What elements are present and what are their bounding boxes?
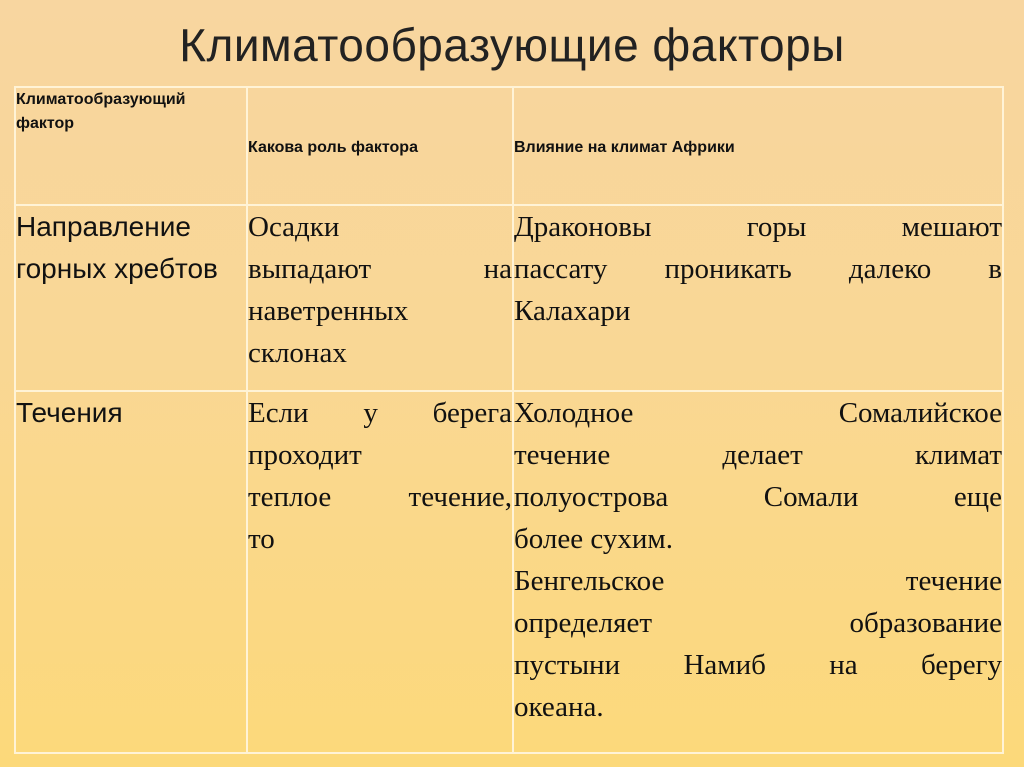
table-row bbox=[15, 205, 1003, 391]
role-cell bbox=[247, 391, 513, 753]
role-line: выпадают на bbox=[248, 253, 512, 285]
influence-line: определяет образование bbox=[514, 607, 1002, 639]
role-line: Осадки bbox=[248, 211, 340, 243]
role-cell bbox=[247, 205, 513, 391]
header-influence: Влияние на климат Африки bbox=[513, 87, 1003, 205]
influence-line: Калахари bbox=[514, 295, 631, 327]
factor-cell: Направление горных хребтов bbox=[15, 205, 247, 391]
influence-line: полуострова Сомали еще bbox=[514, 481, 1002, 513]
header-role: Какова роль фактора bbox=[247, 87, 513, 205]
role-line: то bbox=[248, 523, 275, 555]
influence-line: пустыни Намиб на берегу bbox=[514, 649, 1002, 681]
influence-line: течение делает климат bbox=[514, 439, 1002, 471]
influence-cell bbox=[513, 391, 1003, 753]
header-factor: Климатообразующий фактор bbox=[15, 87, 247, 205]
influence-line: Холодное Сомалийское bbox=[514, 397, 1002, 429]
influence-line: Бенгельское течение bbox=[514, 565, 1002, 597]
role-line: Если у берега bbox=[248, 397, 512, 429]
factor-cell: Течения bbox=[15, 391, 247, 753]
influence-cell bbox=[513, 205, 1003, 391]
influence-line: более сухим. bbox=[514, 523, 673, 555]
role-line: теплое течение, bbox=[248, 481, 512, 513]
influence-line: пассату проникать далеко в bbox=[514, 253, 1002, 285]
table-row bbox=[15, 391, 1003, 753]
table-header-row bbox=[15, 87, 1003, 205]
page-title: Климатообразующие факторы bbox=[179, 19, 845, 71]
role-line: проходит bbox=[248, 439, 362, 471]
influence-line: океана. bbox=[514, 691, 604, 723]
factors-table bbox=[14, 86, 1004, 754]
role-line: наветренных bbox=[248, 295, 409, 327]
role-line: склонах bbox=[248, 337, 347, 369]
influence-line: Драконовы горы мешают bbox=[514, 211, 1002, 243]
